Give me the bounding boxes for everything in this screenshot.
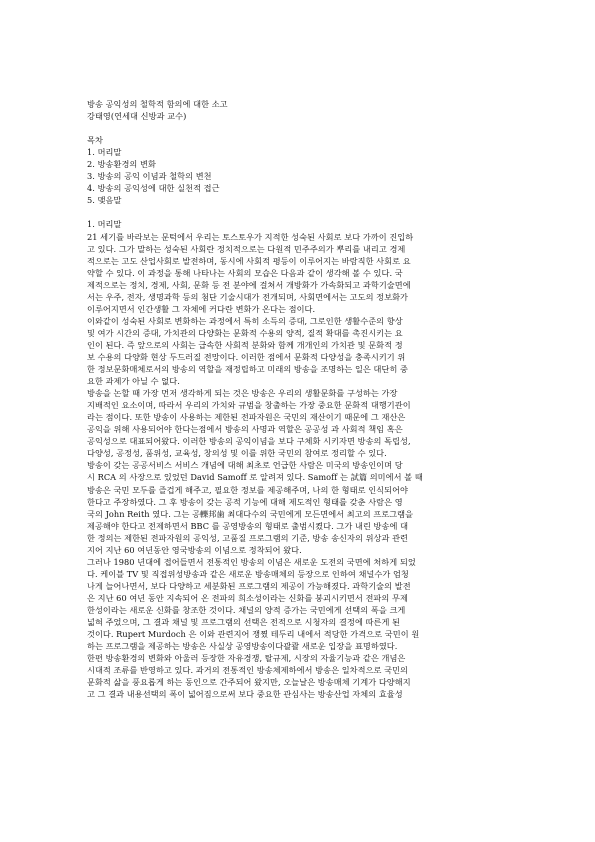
body-line: 이루어지면서 인간생활 그 자체에 커다란 변화가 온다는 점이다. bbox=[87, 303, 316, 314]
body-line: 문화적 삶을 풍요롭게 하는 동인으로 간주되어 왔지만, 오늘날은 방송매체 기계가 다양해지 bbox=[87, 677, 411, 688]
body-line: 지배적인 요소이며, 따라서 우리의 가치와 규범을 창출하는 가장 중요한 문화적 대행기관이 bbox=[87, 400, 411, 411]
body-line: 방송이 갖는 공공서비스 서비스 개념에 대해 최초로 언급한 사람은 미국의 방송인이며 당 bbox=[87, 460, 403, 471]
body-line: 한 정보문화매체로서의 방송의 역할을 재정립하고 미래의 방송을 조명하는 일은 대단히 중 bbox=[87, 364, 409, 375]
body-line: 약할 수 있다. 이 과정을 통해 나타나는 사회의 모습은 다음과 같이 생각해 볼 수 있다. 국 bbox=[87, 267, 403, 278]
toc-item: 1. 머리말 bbox=[87, 147, 122, 158]
body-line: 서는 우주, 전자, 생명과학 등의 첨단 기술시대가 전개되며, 사회면에서는 고도의 정보화가 bbox=[87, 291, 409, 302]
body-line: 은 지난 60 여년 동안 지속되어 온 전파의 희소성이라는 신화를 붕괴시키면서 전파의 무제 bbox=[87, 592, 408, 603]
body-line: 인이 된다. 즉 앞으로의 사회는 급속한 사회적 분화와 함께 개개인의 가치관 및 문화적 정 bbox=[87, 339, 403, 350]
body-line: 및 여가 시간의 증대, 가치관의 다양화는 문화적 수용의 양적, 질적 확대를 촉진시키는 요 bbox=[87, 327, 403, 338]
spacer bbox=[87, 206, 512, 218]
body-line: 그러나 1980 년대에 접어들면서 전통적인 방송의 이념은 새로운 도전의 국면에 처하게 되었 bbox=[87, 556, 416, 567]
body-line: 하는 프로그램을 제공하는 방송은 사실상 공영방송이다괄콸 새로운 입장을 표명하였다. bbox=[87, 641, 398, 652]
body-line: 제적으로는 정치, 경제, 사회, 문화 등 전 분야에 걸쳐서 개방화가 가속화되고 과학기술면에 bbox=[87, 279, 411, 290]
spacer bbox=[87, 122, 512, 134]
toc-item: 3. 방송의 공익 이념과 철학의 변천 bbox=[87, 171, 212, 182]
body-line: 시대적 조류를 반영하고 있다. 과거의 전통적인 방송체제하에서 방송은 일차적으로 국민의 bbox=[87, 665, 409, 676]
section-heading: 1. 머리말 bbox=[87, 219, 122, 230]
body-line: 지어 지난 60 여년동안 영국방송의 이념으로 정착되어 왔다. bbox=[87, 544, 302, 555]
body-line: 국의 John Reith 였다. 그는 공轢邦歯 최대다수의 국민에게 모든면에서 최고의 프로그램을 bbox=[87, 508, 414, 519]
body-line: 공익성으로 대표되어왔다. 이러한 방송의 공익이념을 보다 구체화 시키자면 방송의 독립성, bbox=[87, 436, 411, 447]
toc-heading: 목차 bbox=[87, 135, 103, 146]
body-line: 요한 과제가 아닐 수 없다. bbox=[87, 376, 180, 387]
body-line: 라는 점이다. 또한 방송이 사용하는 제한된 전파자원은 국민의 재산이기 때문에 그 재산은 bbox=[87, 412, 406, 423]
body-line: 한편 방송환경의 변화와 아울러 등장한 자유경쟁, 탈규제, 시장의 자율기능과 같은 개념은 bbox=[87, 653, 406, 664]
toc-item: 2. 방송환경의 변화 bbox=[87, 159, 156, 170]
body-line: 방송은 국민 모두를 즐겁게 해주고, 필요한 정보를 제공해주며, 나의 한 형태로 인식되어야 bbox=[87, 484, 409, 495]
body-line: 고 있다. 그가 말하는 성숙된 사회란 정치적으로는 다원적 민주주의가 뿌리를 내리고 경제 bbox=[87, 243, 406, 254]
body-line: 것이다. Rupert Murdoch 은 이와 관련지어 쟁쪘 테두리 내에서 적당한 가격으로 국민이 원 bbox=[87, 629, 420, 640]
body-line: 고 그 결과 내용선택의 폭이 넓어짐으로써 보다 중요한 관심사는 방송산업 자체의 효율성 bbox=[87, 689, 403, 700]
body-line: 한성이라는 새로운 신화를 창조한 것이다. 채널의 양적 증가는 국민에게 선택의 폭을 크게 bbox=[87, 604, 406, 615]
toc-item: 4. 방송의 공익성에 대한 실천적 접근 bbox=[87, 183, 220, 194]
body-line: 공익을 위해 사용되어야 한다는점에서 방송의 사명과 역할은 공공성 과 사회적 책임 혹은 bbox=[87, 424, 403, 435]
document-author: 강태영(연세대 신방과 교수) bbox=[87, 111, 187, 122]
table-of-contents bbox=[87, 146, 512, 206]
body-line: 나게 늘어나면서, 보다 다양하고 세분화된 프로그램의 제공이 가능해졌다. 과학기술의 발전 bbox=[87, 580, 411, 591]
body-line: 제공해야 한다고 전제하면서 BBC 를 공영방송의 형태로 출범시켰다. 그가 내린 방송에 대 bbox=[87, 520, 409, 531]
body-line: 다. 케이블 TV 및 직접위성방송과 같은 새로운 방송매체의 등장으로 인하여 채널수가 엄청 bbox=[87, 568, 409, 579]
body-line: 보 수용의 다양화 현상 두드러질 전망이다. 이러한 점에서 문화적 다양성을 충족시키기 위 bbox=[87, 351, 406, 362]
body-line: 적으로는 고도 산업사회로 발전하며, 동시에 사회적 평등이 이루어지는 바람직한 사회로 요 bbox=[87, 255, 411, 266]
body-line: 다양성, 공정성, 품위성, 교육성, 창의성 및 이를 위한 국민의 참여로 정리할 수 있다. bbox=[87, 448, 387, 459]
document-title: 방송 공익성의 철학적 함의에 대한 소고 bbox=[87, 99, 228, 109]
body-line: 이와같이 성숙된 사회로 변화하는 과정에서 특히 소득의 증대, 그로인한 생활수준의 향상 bbox=[87, 315, 403, 326]
document-page bbox=[87, 98, 512, 700]
body-line: 방송을 논할 때 가장 먼저 생각하게 되는 것은 방송은 우리의 생활문화를 구성하는 가장 bbox=[87, 388, 398, 399]
toc-item: 5. 맺음말 bbox=[87, 195, 122, 206]
body-line: 한 정의는 제한된 전파자원의 공익성, 고품질 프로그램의 기준, 방송 송신자의 위상과 관련 bbox=[87, 532, 409, 543]
body-text bbox=[87, 231, 512, 701]
body-line: 한다고 주장하였다. 그 후 방송이 갖는 공적 기능에 대해 제도적인 형태를 갖춘 사람은 영 bbox=[87, 496, 403, 507]
body-line: 시 RCA 의 사장으로 있었던 David Samoff 로 알려져 있다. Samoff 는 試篇 의미에서 볼 때 bbox=[87, 472, 423, 483]
body-line: 21 세기를 바라보는 문턱에서 우리는 토스토우가 지적한 성숙된 사회로 보다 가까이 진입하 bbox=[87, 231, 414, 242]
body-line: 넓혀 주었으며, 그 결과 채널 및 프로그램의 선택은 전적으로 시청자의 결정에 따른게 된 bbox=[87, 617, 401, 628]
